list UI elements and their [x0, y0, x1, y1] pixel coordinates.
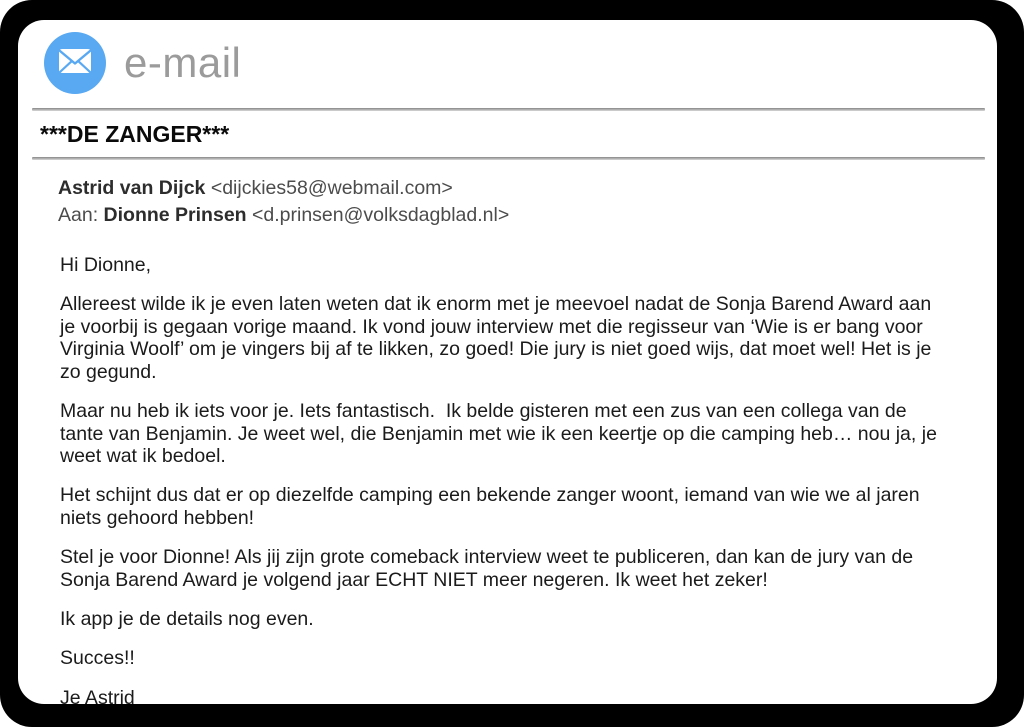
- envelope-icon: [58, 48, 92, 79]
- email-paragraph: Ik app je de details nog even.: [60, 608, 314, 631]
- email-meta: [58, 175, 997, 229]
- divider: [32, 108, 985, 111]
- from-line: [58, 175, 997, 202]
- email-body: [60, 254, 951, 704]
- email-paragraph: Allereest wilde ik je even laten weten dat ik enorm met je meevoel nadat de Sonja Barend Award aan je voorbij is gegaan vorige maand. Ik vond jouw interview met die regisseur van ‘Wie is er bang voor Virginia Woolf’ om je vingers bij af te likken, zo goed! Die jury is niet goed wijs, dat moet wel! Het is je zo gegund.: [60, 293, 937, 383]
- to-email: <d.prinsen@volksdagblad.nl>: [252, 204, 510, 226]
- email-paragraph: Succes!!: [60, 647, 135, 670]
- email-subject: ***DE ZANGER***: [40, 121, 230, 147]
- to-line: [58, 202, 997, 229]
- email-paragraph: Hi Dionne,: [60, 254, 152, 276]
- from-name: Astrid van Dijck: [58, 177, 206, 199]
- email-paragraph: Je Astrid: [60, 686, 135, 704]
- app-header: [18, 20, 997, 96]
- email-paragraph: Het schijnt dus dat er op diezelfde camping een bekende zanger woont, iemand van wie we al jaren niets gehoord hebben!: [60, 484, 926, 529]
- email-paragraph: Stel je voor Dionne! Als jij zijn grote comeback interview weet te publiceren, dan kan de jury van de Sonja Barend Award je volgend jaar ECHT NIET meer negeren. Ik weet het zeker!: [60, 546, 919, 591]
- email-app-logo: [44, 32, 106, 94]
- to-label: Aan:: [58, 204, 99, 226]
- to-name: Dionne Prinsen: [103, 204, 247, 226]
- app-title: e-mail: [124, 39, 242, 86]
- divider: [32, 157, 985, 160]
- email-card: [18, 20, 997, 704]
- from-email: <dijckies58@webmail.com>: [210, 177, 453, 199]
- email-paragraph: Maar nu heb ik iets voor je. Iets fantastisch. Ik belde gisteren met een zus van een collega van de tante van Benjamin. Je weet wel, die Benjamin met wie ik een keertje op die camping heb… nou ja, je weet wat ik bedoel.: [60, 400, 943, 467]
